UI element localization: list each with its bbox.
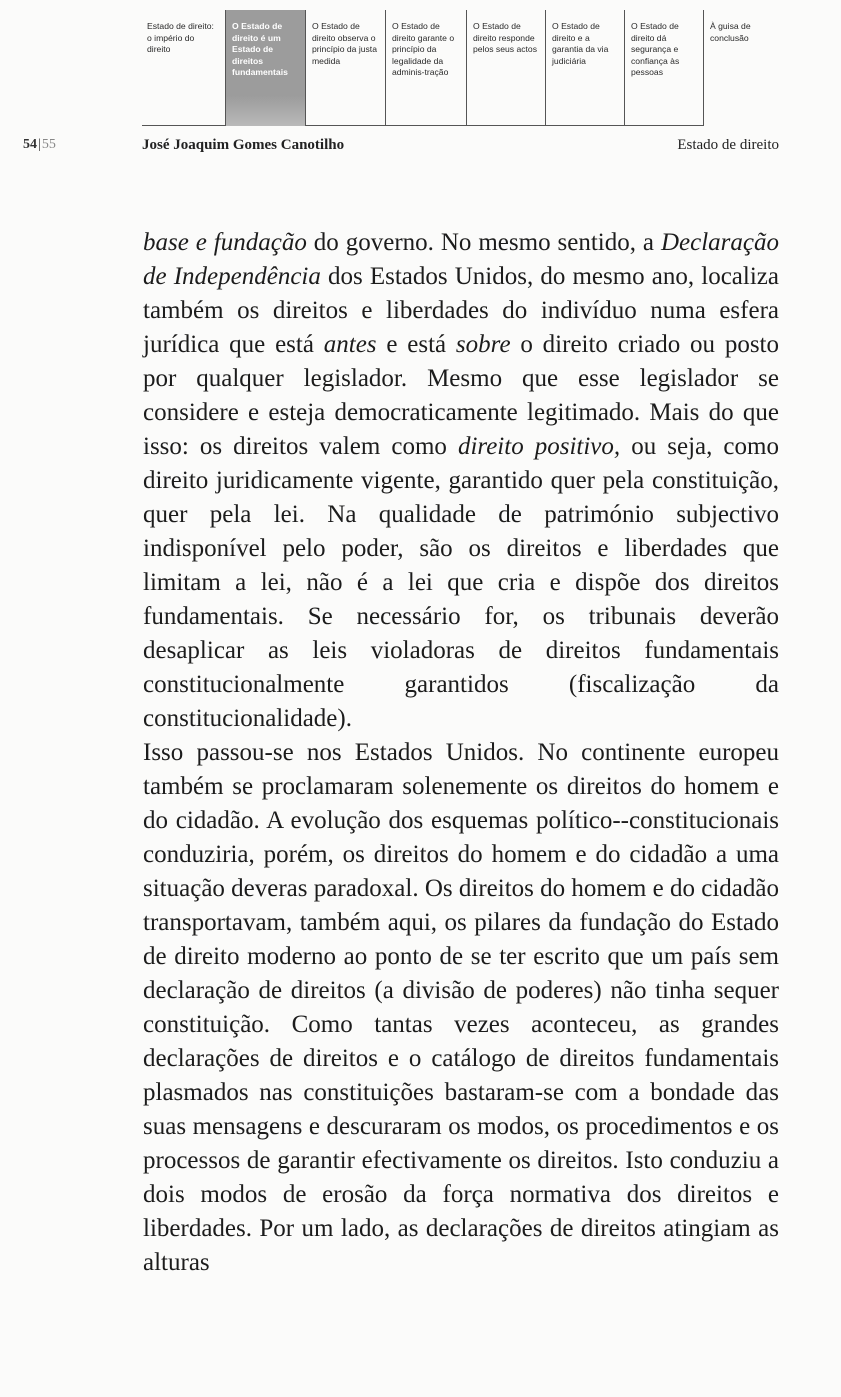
chapter-navigation xyxy=(142,10,779,126)
italic-phrase: antes xyxy=(323,331,377,358)
nav-item-label: Estado de direito: o império do direito xyxy=(147,21,214,55)
text-run: dos Estados Unidos, do mesmo ano, localiza também os direitos e liberdades do indivíduo numa esfera jurídica que está xyxy=(143,263,779,358)
nav-item-label: O Estado de direito e a garantia da via judiciária xyxy=(552,21,609,66)
text-run: ou seja, como direito juridicamente vigente, garantido quer pela constituição, quer pela lei. Na qualidade de património subjectivo indisponível pelo poder, são os direitos e liberdades que limitam a lei, não é a lei que cria e dispõe dos direitos fundamentais. Se necessário for, os tribunais deverão desaplicar as leis violadoras de direitos fundamentais constitucionalmente garantidos (fiscalização da constitucionalidade). xyxy=(143,433,779,732)
nav-item-label: O Estado de direito é um Estado de direitos fundamentais xyxy=(232,21,288,78)
italic-phrase: sobre xyxy=(455,331,511,358)
text-run: e está xyxy=(376,331,456,358)
running-header-section: Estado de direito xyxy=(677,137,779,153)
nav-item-label: O Estado de direito responde pelos seus actos xyxy=(473,21,538,55)
italic-phrase: Declaração de Independência xyxy=(143,229,779,290)
nav-item-via-judiciaria[interactable] xyxy=(545,10,624,126)
nav-item-label: O Estado de direito garante o princípio da legalidade da adminis-tração xyxy=(392,21,455,78)
page-separator: | xyxy=(38,137,41,152)
current-page-number: 54 xyxy=(23,137,37,152)
nav-item-justa-medida[interactable] xyxy=(305,10,385,126)
text-run: do governo. No mesmo sentido, a xyxy=(306,229,661,256)
italic-phrase: direito positivo, xyxy=(457,433,621,460)
running-header-author: José Joaquim Gomes Canotilho xyxy=(142,137,345,153)
nav-item-label: O Estado de direito observa o princípio da justa medida xyxy=(312,21,377,66)
nav-item-label: À guisa de conclusão xyxy=(710,21,751,43)
nav-item-direitos-fundamentais[interactable] xyxy=(225,10,305,126)
nav-item-imperio-do-direito[interactable] xyxy=(142,10,225,126)
nav-item-seguranca-confianca[interactable] xyxy=(624,10,703,126)
nav-item-responde-actos[interactable] xyxy=(466,10,545,126)
body-text xyxy=(143,226,779,1280)
nav-item-label: O Estado de direito dá segurança e confiança às pessoas xyxy=(631,21,680,78)
next-page-number: 55 xyxy=(41,137,56,152)
nav-item-conclusao[interactable] xyxy=(703,10,779,126)
paragraph-1 xyxy=(143,226,779,736)
page-number xyxy=(23,137,56,153)
italic-phrase: base e fundação xyxy=(143,229,307,256)
paragraph-2: Isso passou-se nos Estados Unidos. No continente europeu também se proclamaram solenemente os direitos do homem e do cidadão. A evolução dos esquemas político--constitucionais conduziria, porém, os direitos do homem e do cidadão a uma situação deveras paradoxal. Os direitos do homem e do cidadão transportavam, também aqui, os pilares da fundação do Estado de direito moderno ao ponto de se ter escrito que um país sem declaração de direitos (a divisão de poderes) não tinha sequer constituição. Como tantas vezes aconteceu, as grandes declarações de direitos e o catálogo de direitos fundamentais plasmados nas constituições bastaram-se com a bondade das suas mensagens e descuraram os modos, os procedimentos e os processos de garantir efectivamente os direitos. Isto conduziu a dois modos de erosão da força normativa dos direitos e liberdades. Por um lado, as declarações de direitos atingiam as alturas xyxy=(143,739,779,1276)
text-run: o direito criado ou posto por qualquer legislador. Mesmo que esse legislador se considere e esteja democraticamente legitimado. Mais do que isso: os direitos valem como xyxy=(143,331,779,460)
nav-item-legalidade-administracao[interactable] xyxy=(385,10,466,126)
